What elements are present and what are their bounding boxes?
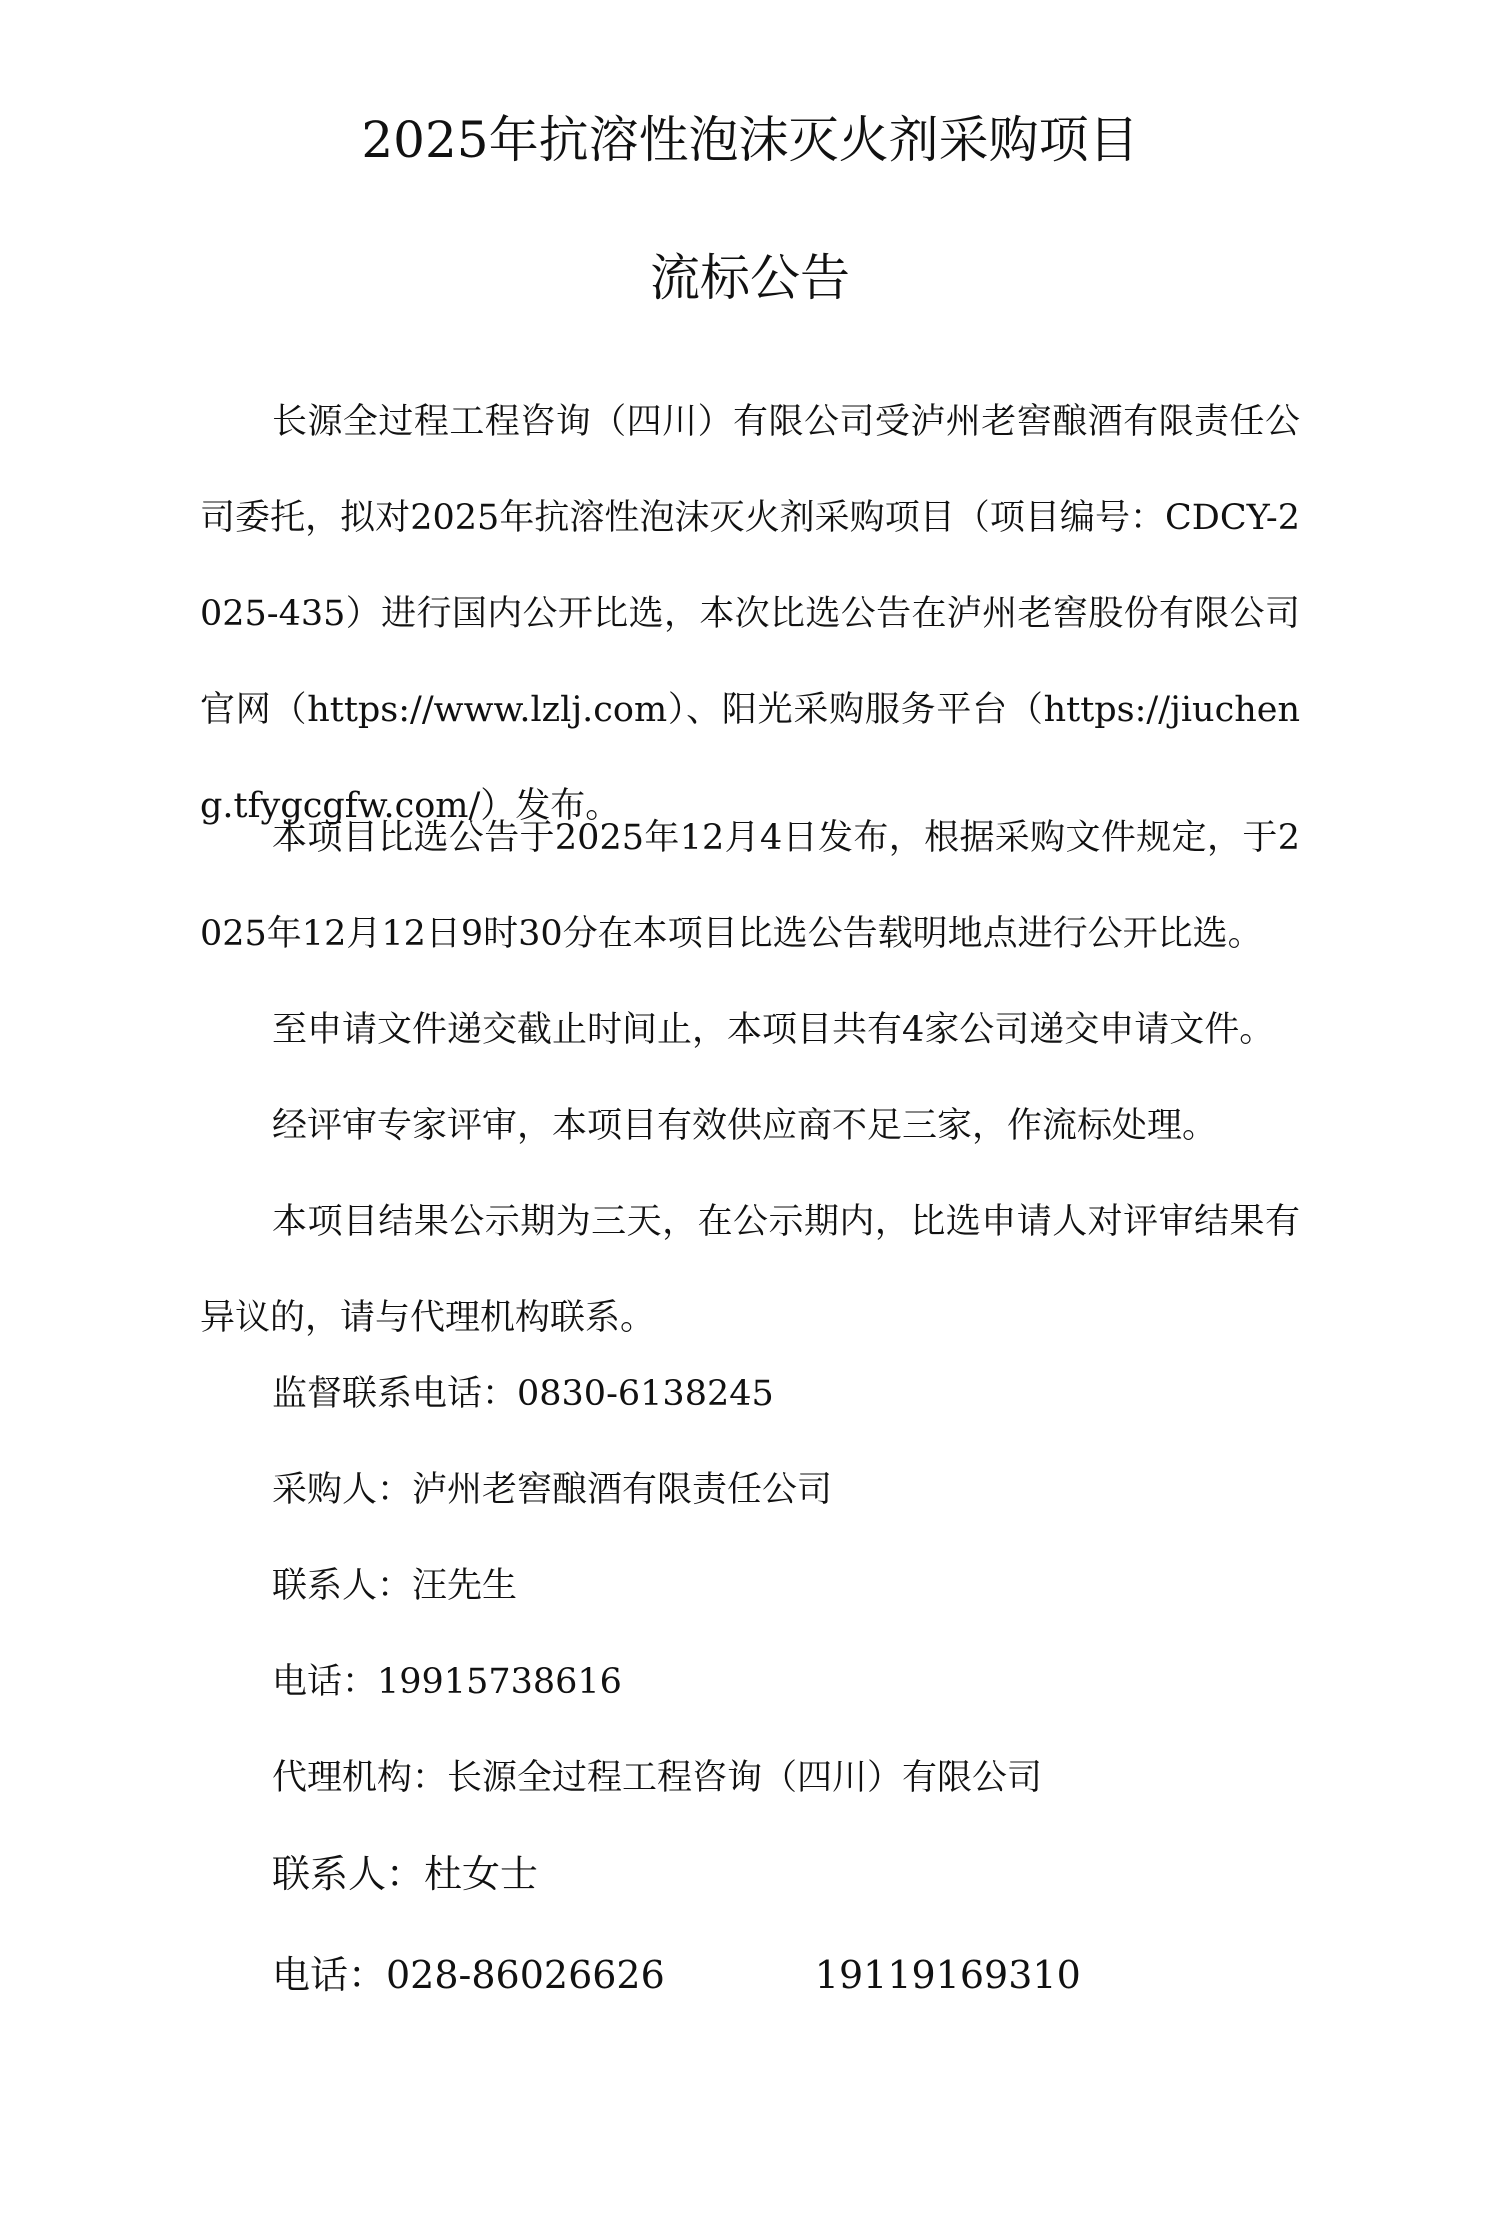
notice-title: 2025年抗溶性泡沫灭火剂采购项目 <box>361 111 1139 169</box>
supervision-phone: 监督联系电话：0830-6138245 <box>272 1374 774 1414</box>
paragraph-objection: 本项目结果公示期为三天，在公示期内，比选申请人对评审结果有异议的，请与代理机构联系。 <box>200 1202 1300 1338</box>
agency-contact: 联系人：杜女士 <box>272 1852 539 1896</box>
agency-phone-line <box>272 1945 1372 2005</box>
purchaser-contact: 联系人：汪先生 <box>272 1566 518 1606</box>
paragraph-submissions: 至申请文件递交截止时间止，本项目共有4家公司递交申请文件。 <box>272 1010 1275 1050</box>
paragraph-result: 经评审专家评审，本项目有效供应商不足三家，作流标处理。 <box>272 1106 1218 1146</box>
paragraph-schedule: 本项目比选公告于2025年12月4日发布，根据采购文件规定，于2025年12月12日9时30分在本项目比选公告载明地点进行公开比选。 <box>200 818 1300 954</box>
notice-subtitle: 流标公告 <box>650 249 850 307</box>
agency-phone-2: 19119169310 <box>814 1953 1081 1997</box>
purchaser-name: 采购人：泸州老窖酿酒有限责任公司 <box>272 1470 833 1510</box>
agency-name: 代理机构：长源全过程工程咨询（四川）有限公司 <box>272 1758 1043 1798</box>
agency-phone: 电话：028-86026626 <box>272 1953 665 1997</box>
purchaser-phone: 电话：19915738616 <box>272 1662 622 1702</box>
paragraph-intro: 长源全过程工程咨询（四川）有限公司受泸州老窖酿酒有限责任公司委托，拟对2025年抗溶性泡沫灭火剂采购项目（项目编号：CDCY-2025-435）进行国内公开比选，本次比选公告在泸州老窖股份有限公司官网（https://www.lzlj.com）、阳光采购服务平台（https://jiucheng.tfygcgfw.com/）发布。 <box>200 402 1300 826</box>
